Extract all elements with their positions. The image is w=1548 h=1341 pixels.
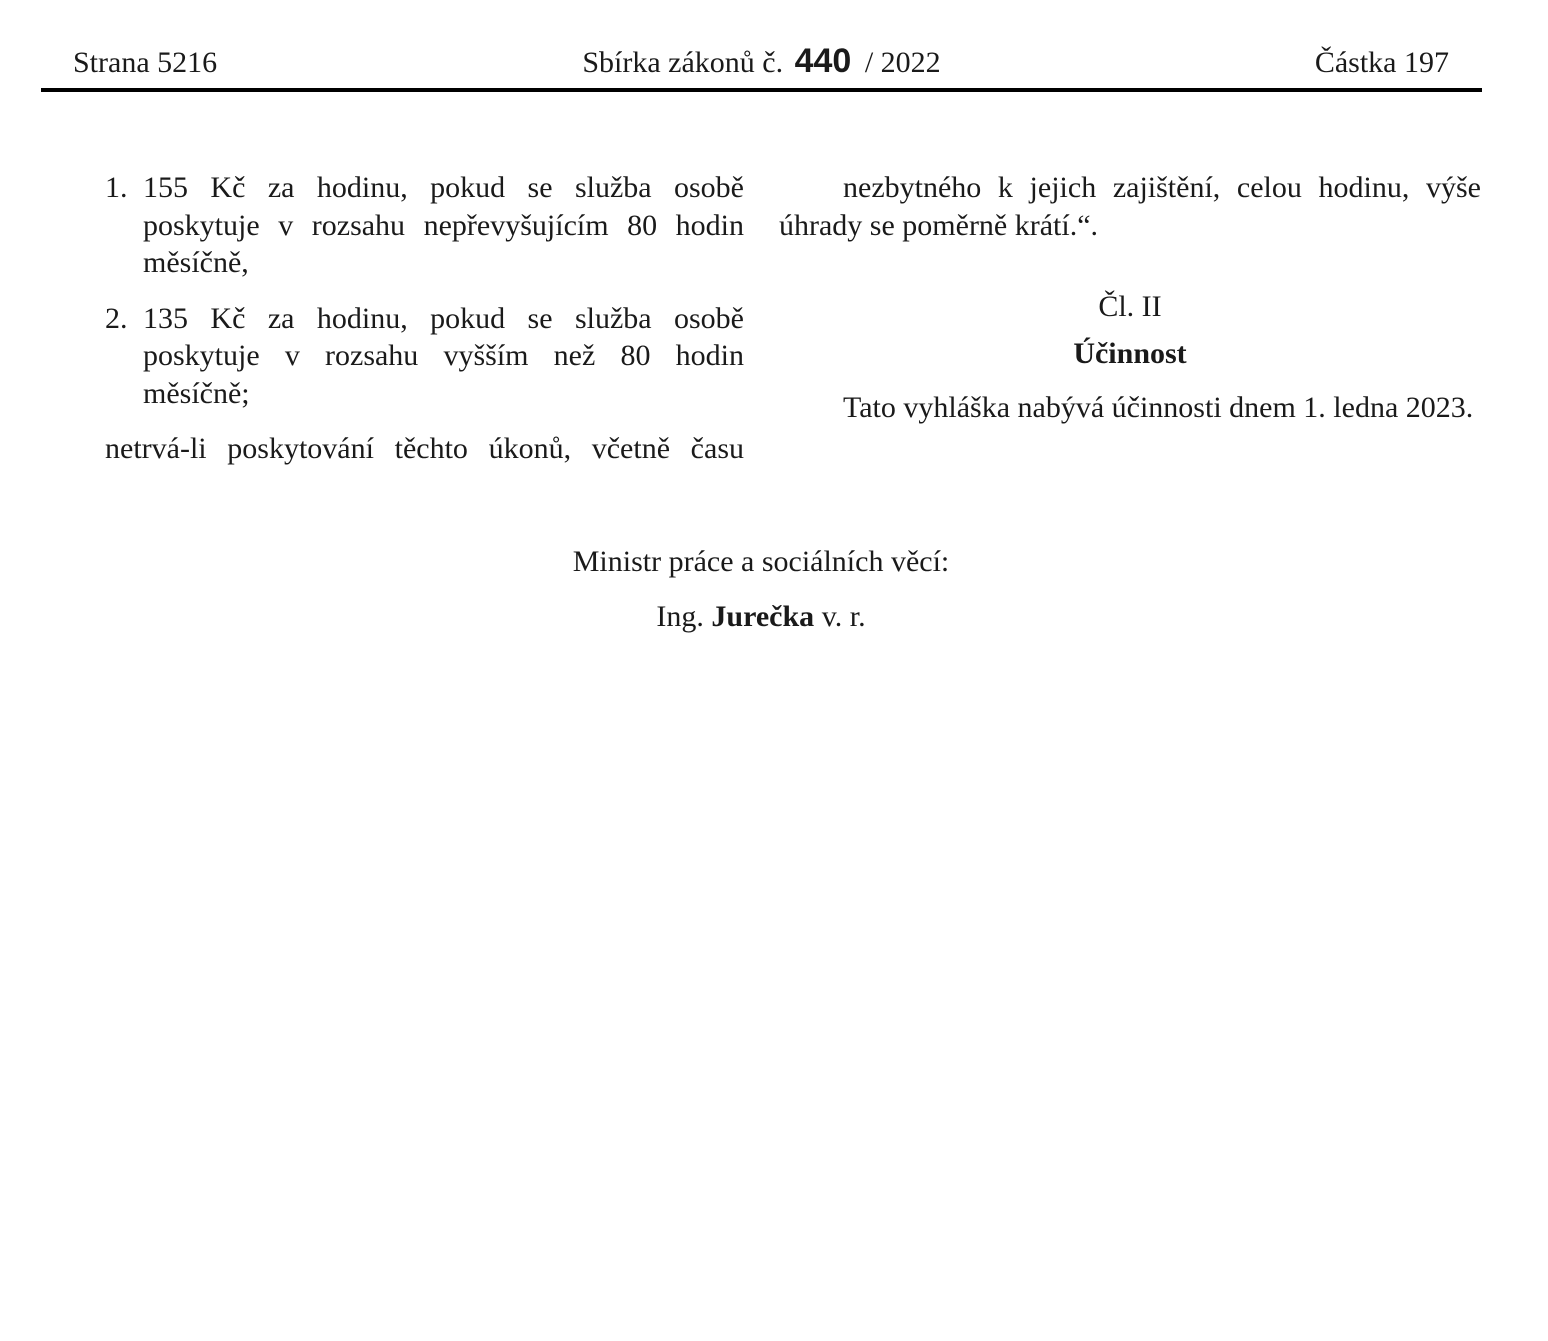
page-number: Strana 5216 xyxy=(73,46,218,79)
continued-paragraph: nezbytného k jejich zajištění, celou hodinu, výše úhrady se poměrně krátí.“. xyxy=(779,171,1481,242)
signatory-suffix: v. r. xyxy=(821,600,866,633)
article-title: Účinnost xyxy=(1073,336,1187,370)
signatory-surname: Jurečka xyxy=(711,600,815,633)
effect-paragraph: Tato vyhláška nabývá účinnosti dnem 1. ledna 2023. xyxy=(843,391,1474,424)
signatory-title: Ing. xyxy=(656,600,704,633)
list-item-text: 135 Kč za hodinu, pokud se služba osobě poskytuje v rozsahu vyšším než 80 hodin měsíčně; xyxy=(143,301,744,410)
law-year: / 2022 xyxy=(864,46,941,79)
list-item-number: 2. xyxy=(105,301,128,335)
part-number: Částka 197 xyxy=(1314,46,1449,79)
signatory-name xyxy=(0,598,1522,636)
left-column xyxy=(105,169,744,468)
signatory-role: Ministr práce a sociálních věcí: xyxy=(572,545,950,578)
right-column xyxy=(779,169,1481,427)
list-item-number: 1. xyxy=(105,171,128,204)
list-item-text: 155 Kč za hodinu, pokud se služba osobě poskytuje v rozsahu nepřevyšujícím 80 hodin měsíčně, xyxy=(143,171,744,279)
collection-prefix: Sbírka zákonů č. xyxy=(582,46,784,79)
article-number: Čl. II xyxy=(1098,290,1162,323)
list-item xyxy=(105,300,744,413)
page-header xyxy=(41,38,1482,92)
law-number: 440 xyxy=(794,42,852,80)
list-item xyxy=(105,169,744,282)
continuation-text: netrvá-li poskytování těchto úkonů, včetně času xyxy=(105,432,744,465)
collection-title xyxy=(41,42,1482,82)
